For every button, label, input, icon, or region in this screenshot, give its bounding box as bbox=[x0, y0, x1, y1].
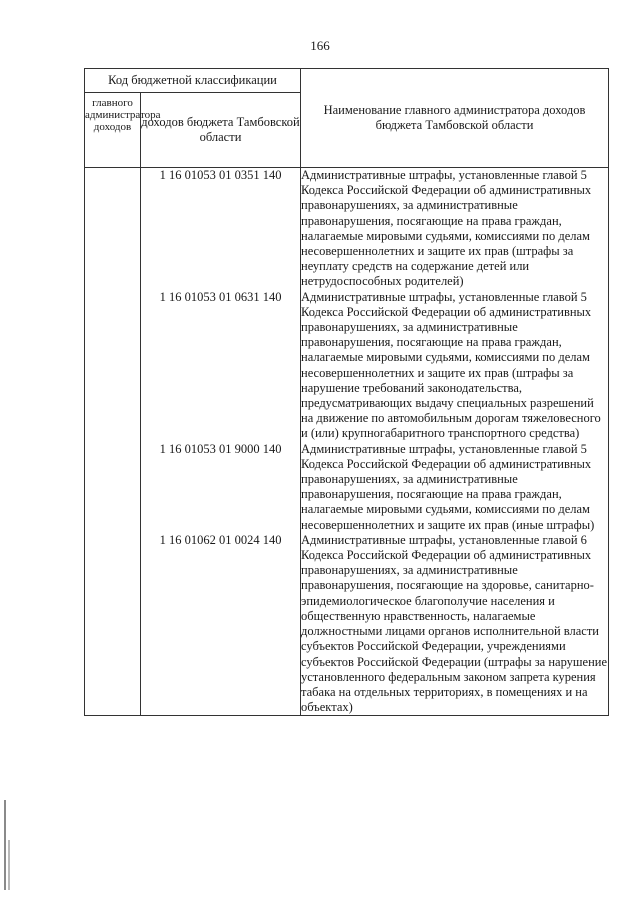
admin-code-cell bbox=[85, 168, 141, 290]
scan-margin-mark bbox=[4, 800, 6, 890]
table-row bbox=[85, 290, 609, 442]
table-row bbox=[85, 533, 609, 716]
admin-code-cell bbox=[85, 442, 141, 533]
income-code-cell: 1 16 01053 01 0351 140 bbox=[141, 168, 301, 290]
income-code-cell: 1 16 01062 01 0024 140 bbox=[141, 533, 301, 716]
table-row bbox=[85, 168, 609, 290]
header-income-code: доходов бюджета Тамбовской области bbox=[141, 93, 301, 168]
income-description-cell: Административные штрафы, установленные главой 5 Кодекса Российской Федерации об административных правонарушениях, за административные правонарушения, посягающие на права граждан, налагаемые мировыми судьями, комиссиями по делам несовершеннолетних и защите их прав (штрафы за нарушение требований законодательства, предусматривающих выдачу специальных разрешений на движение по автомобильным дорогам тяжеловесного и (или) крупногабаритного транспортного средства) bbox=[301, 290, 609, 442]
income-description-cell: Административные штрафы, установленные главой 5 Кодекса Российской Федерации об административных правонарушениях, за административные правонарушения, посягающие на права граждан, налагаемые мировыми судьями, комиссиями по делам несовершеннолетних и защите их прав (штрафы за неуплату средств на содержание детей или нетрудоспособных родителей) bbox=[301, 168, 609, 290]
admin-code-cell bbox=[85, 290, 141, 442]
income-description-cell: Административные штрафы, установленные главой 6 Кодекса Российской Федерации об административных правонарушениях, за административные правонарушения, посягающие на здоровье, санитарно-эпидемиологическое благополучие населения и общественную нравственность, налагаемые должностными лицами органов исполнительной власти субъектов Российской Федерации, учреждениями субъектов Российской Федерации (штрафы за нарушение установленного федеральным законом запрета курения табака на отдельных территориях, в помещениях и на объектах) bbox=[301, 532, 608, 715]
income-description-cell: Административные штрафы, установленные главой 5 Кодекса Российской Федерации об административных правонарушениях, за административные правонарушения, посягающие на права граждан, налагаемые мировыми судьями, комиссиями по делам несовершеннолетних и защите их прав (иные штрафы) bbox=[301, 442, 609, 533]
header-administrator-name: Наименование главного администратора доходов бюджета Тамбовской области bbox=[301, 69, 609, 168]
admin-code-cell bbox=[85, 533, 141, 716]
header-classification-code: Код бюджетной классификации bbox=[85, 69, 301, 93]
income-code-cell: 1 16 01053 01 9000 140 bbox=[141, 442, 301, 533]
income-code-cell: 1 16 01053 01 0631 140 bbox=[141, 290, 301, 442]
page-number: 166 bbox=[310, 38, 330, 53]
scan-margin-mark bbox=[8, 840, 10, 890]
budget-classification-table bbox=[84, 68, 609, 716]
table-row bbox=[85, 442, 609, 533]
header-main-administrator: главного администратора доходов bbox=[85, 93, 141, 168]
